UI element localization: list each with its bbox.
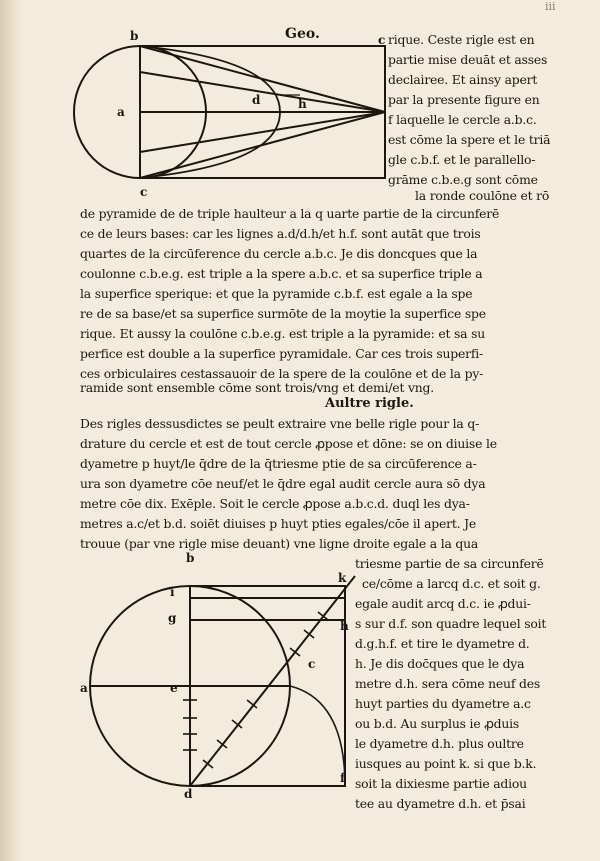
text-line: soit la dixiesme partie adiou xyxy=(355,776,527,791)
text-line: iusques au point k. si que b.k. xyxy=(355,756,537,771)
text-line: egale audit arcq d.c. ie ꝓdui- xyxy=(355,596,531,611)
fig2-label-i: i xyxy=(170,585,175,599)
page-gutter-shadow xyxy=(0,0,22,861)
text-line: quartes de la circūference du cercle a.b.c. Je dis doncques que la xyxy=(80,246,478,261)
running-header: Geo. xyxy=(285,26,320,42)
fig2-label-b: b xyxy=(186,552,195,565)
fig2-label-f: f xyxy=(340,771,346,785)
text-line: s sur d.f. son quadre lequel soit xyxy=(355,616,547,631)
figure-circle-quadrature xyxy=(75,552,365,802)
text-line: ramide sont ensemble cōme sont trois/vng et demi/et vng. xyxy=(80,380,435,395)
fig1-label-a: a xyxy=(117,105,125,119)
text-line: la superfice sperique: et que la pyramide c.b.f. est egale a la spe xyxy=(80,286,473,301)
text-line: est cōme la spere et le triā xyxy=(388,132,551,147)
text-line: tee au dyametre d.h. et p̄sai xyxy=(355,796,526,811)
text-line: perfice est double a la superfice pyramidale. Car ces trois superfi- xyxy=(80,346,484,361)
text-line: re de sa base/et sa superfice surmōte de la moytie la superfice spe xyxy=(80,306,486,321)
fig1-label-h: h xyxy=(298,97,307,111)
text-line: ce de leurs bases: car les lignes a.d/d.h/et h.f. sont autāt que trois xyxy=(80,226,481,241)
text-line: gle c.b.f. et le parallello- xyxy=(388,152,536,167)
fig1-label-d: d xyxy=(252,93,261,107)
text-line: le dyametre d.h. plus oultre xyxy=(355,736,524,751)
fig2-label-h: h xyxy=(340,619,349,633)
text-line: metres a.c/et b.d. soiēt diuises p huyt pties egales/cōe il apert. Je xyxy=(80,516,477,531)
figure-sphere-cylinder-cone xyxy=(60,28,390,203)
text-line: ou b.d. Au surplus ie ꝓduis xyxy=(355,716,520,731)
text-line: rique. Ceste rigle est en xyxy=(388,32,535,47)
text-line: ura son dyametre cōe neuf/et le q̄dre egal audit cercle aura sō dya xyxy=(80,476,486,491)
text-line: h. Je dis doc̄ques que le dya xyxy=(355,656,525,671)
text-line: coulonne c.b.e.g. est triple a la spere a.b.c. et sa superfice triple a xyxy=(80,266,483,281)
fig2-label-g: g xyxy=(168,611,177,625)
fig1-label-c-top: c xyxy=(378,33,386,47)
text-line: ces orbiculaires cestassauoir de la spere de la coulōne et de la py- xyxy=(80,366,484,381)
text-line: declairee. Et ainsy apert xyxy=(388,72,538,87)
text-line: rique. Et aussy la coulōne c.b.e.g. est triple a la pyramide: et sa su xyxy=(80,326,486,341)
text-line: f laquelle le cercle a.b.c. xyxy=(388,112,537,127)
text-line: partie mise deuāt et asses xyxy=(388,52,548,67)
fig2-label-d: d xyxy=(184,787,193,801)
fig1-label-b: b xyxy=(130,29,139,43)
text-line: grāme c.b.e.g sont cōme xyxy=(388,172,538,187)
text-line: triesme partie de sa circunferē xyxy=(355,556,544,571)
text-line: dyametre p huyt/le q̄dre de la q̄triesme ptie de sa circūference a- xyxy=(80,456,477,471)
fig1-label-c-bottom: c xyxy=(140,185,148,199)
fig2-label-a: a xyxy=(80,681,88,695)
text-line: la ronde coulōne et rō xyxy=(415,188,550,203)
text-line: metre cōe dix. Exēple. Soit le cercle ꝓpose a.b.c.d. duql les dya- xyxy=(80,496,470,511)
text-line: drature du cercle et est de tout cercle ꝓpose et dōne: se on diuise le xyxy=(80,436,497,451)
text-line: de pyramide de de triple haulteur a la q uarte partie de la circunferē xyxy=(80,206,500,221)
fig2-label-c: c xyxy=(308,657,316,671)
text-line: par la presente figure en xyxy=(388,92,540,107)
section-heading: Aultre rigle. xyxy=(325,396,414,411)
text-line: huyt parties du dyametre a.c xyxy=(355,696,531,711)
text-line: Des rigles dessusdictes se peult extraire vne belle rigle pour la q- xyxy=(80,416,480,431)
text-line: d.g.h.f. et tire le dyametre d. xyxy=(355,636,530,651)
fig2-label-k: k xyxy=(338,571,347,585)
text-line: ce/cōme a larcq d.c. et soit g. xyxy=(362,576,541,591)
text-line: trouue (par vne rigle mise deuant) vne ligne droite egale a la qua xyxy=(80,536,479,551)
text-line: metre d.h. sera cōme neuf des xyxy=(355,676,540,691)
fig2-label-e: e xyxy=(170,681,178,695)
folio-number: iii xyxy=(545,0,556,13)
